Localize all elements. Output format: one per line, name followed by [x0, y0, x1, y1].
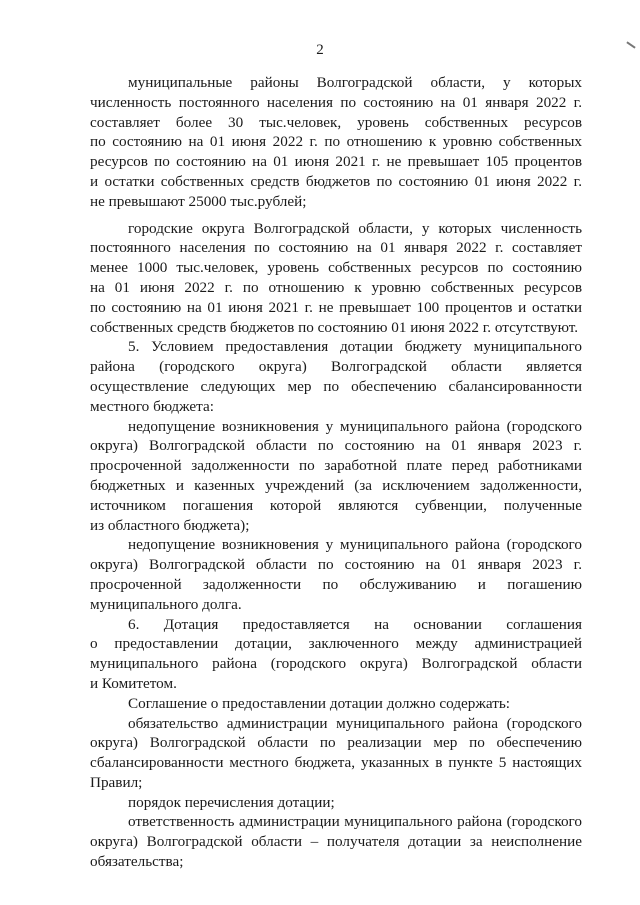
text-line: муниципального района (городского округа) Волгоградской области — [90, 655, 582, 673]
text-line: численность постоянного населения по состоянию на 01 января 2022 г. — [90, 93, 582, 111]
text-line: муниципального долга. — [90, 595, 242, 613]
text-line: источником погашения которой являются субвенции, полученные — [90, 496, 582, 514]
text-line: о предоставлении дотации, заключенного между администрацией — [90, 635, 582, 653]
text-line: на 01 июня 2022 г. по отношению к уровню собственных ресурсов — [90, 278, 582, 296]
text-line: ресурсов по состоянию на 01 июня 2021 г. не превышает 105 процентов — [90, 153, 582, 171]
text-line: по состоянию на 01 июня 2021 г. не превышает 100 процентов и остатки — [90, 298, 582, 316]
text-line: муниципальные районы Волгоградской области, у которых — [128, 74, 582, 91]
text-line: округа) Волгоградской области – получателя дотации за неисполнение — [90, 833, 582, 851]
text-line: округа) Волгоградской области по состоянию на 01 января 2023 г. — [90, 437, 582, 455]
text-line: осуществление следующих мер по обеспечению сбалансированности — [90, 377, 582, 395]
text-line: и Комитетом. — [90, 674, 177, 692]
text-line: и остатки собственных средств бюджетов по состоянию 01 июня 2022 г. — [90, 172, 582, 190]
text-line: менее 1000 тыс.человек, уровень собственных ресурсов по состоянию — [90, 259, 582, 277]
text-line: составляет более 30 тыс.человек, уровень собственных ресурсов — [90, 113, 582, 131]
text-line: сбалансированности местного бюджета, указанных в пункте 5 настоящих — [90, 754, 582, 772]
text-line: постоянного населения по состоянию на 01 января 2022 г. составляет — [90, 239, 582, 257]
text-line: просроченной задолженности по заработной плате перед работниками — [90, 457, 582, 475]
text-line: собственных средств бюджетов по состоянию 01 июня 2022 г. отсутствуют. — [90, 318, 579, 336]
text-line: 6. Дотация предоставляется на основании соглашения — [128, 615, 582, 633]
text-line: округа) Волгоградской области по состоянию на 01 января 2023 г. — [90, 556, 582, 574]
paragraph-gap — [90, 212, 582, 219]
page-number: 2 — [316, 42, 324, 58]
text-line: бюджетных и казенных учреждений (за исключением задолженности, — [90, 476, 582, 494]
text-line: ответственность администрации муниципального района (городского — [128, 813, 582, 831]
text-line: Правил; — [90, 773, 143, 791]
text-line: обязательство администрации муниципального района (городского — [128, 714, 582, 732]
text-line: из областного бюджета); — [90, 516, 250, 534]
text-line: 5. Условием предоставления дотации бюджету муниципального — [128, 338, 582, 356]
text-line: порядок перечисления дотации; — [128, 793, 335, 811]
text-line: округа) Волгоградской области по реализации мер по обеспечению — [90, 734, 582, 752]
text-line: недопущение возникновения у муниципального района (городского — [128, 536, 582, 554]
document-body — [90, 73, 582, 872]
text-line: местного бюджета: — [90, 397, 214, 415]
text-line: обязательства; — [90, 853, 184, 871]
text-line: по состоянию на 01 июня 2022 г. по отношению к уровню собственных — [90, 133, 582, 151]
text-line: недопущение возникновения у муниципального района (городского — [128, 417, 582, 435]
text-line: не превышают 25000 тыс.рублей; — [90, 192, 307, 210]
text-line: Соглашение о предоставлении дотации должно содержать: — [128, 694, 511, 712]
text-line: района (городского округа) Волгоградской области является — [90, 358, 582, 376]
text-line: просроченной задолженности по обслуживанию и погашению — [90, 575, 582, 593]
text-line: городские округа Волгоградской области, у которых численность — [128, 219, 582, 237]
